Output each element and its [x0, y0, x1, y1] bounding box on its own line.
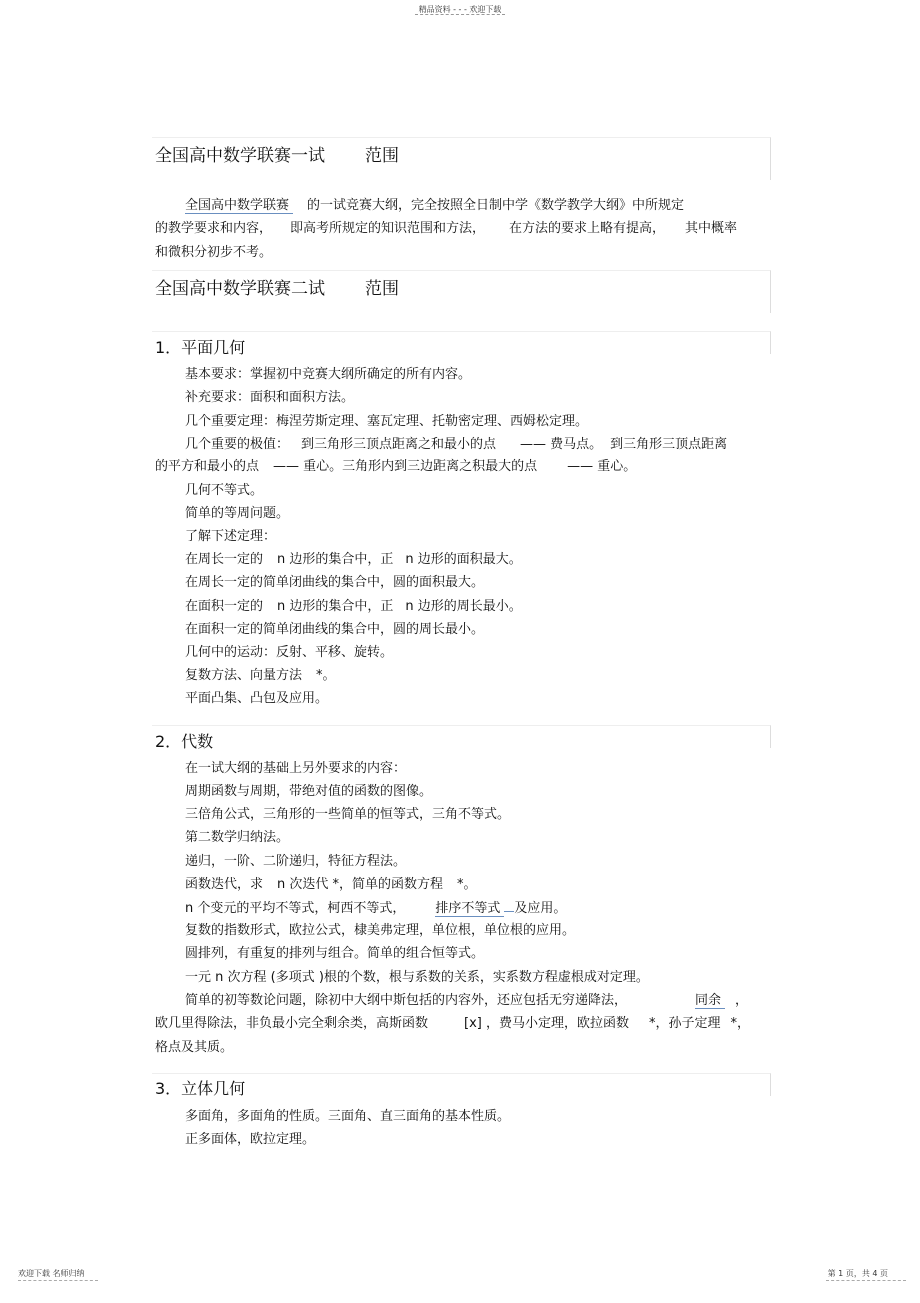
subsection-title-solid-geometry: 3．立体几何	[155, 1079, 246, 1098]
text-span: —— 重心。三角形内到三边距离之积最大的点	[273, 459, 538, 474]
text-span: 简单的初等数论问题，除初中大纲中斯包括的内容外，还应包括无穷递降法，	[185, 993, 628, 1008]
text-span: 的一试竞赛大纲，完全按照全日制中学《数学教学大纲》中所规定	[307, 198, 685, 213]
text-span: n 个变元的平均不等式，柯西不等式，	[185, 901, 406, 916]
text-span: ，	[735, 993, 749, 1008]
list-item: 一元 n 次方程 (多项式 )根的个数，根与系数的关系，实系数方程虚根成对定理。	[185, 970, 649, 985]
list-item: 递归，一阶、二阶递归，特征方程法。	[185, 854, 407, 869]
list-item	[185, 664, 336, 683]
list-item: 几何不等式。	[185, 483, 264, 498]
text-span: *。	[457, 877, 477, 892]
text-span: 在周长一定的	[185, 552, 264, 567]
text-span: n 边形的面积最大。	[405, 552, 522, 567]
list-item: 了解下述定理：	[185, 529, 277, 544]
list-item: 三倍角公式，三角形的一些简单的恒等式，三角不等式。	[185, 807, 511, 822]
subsection-title-plane-geometry: 1．平面几何	[155, 338, 246, 357]
list-item-continued	[155, 1012, 750, 1031]
text-span: 的教学要求和内容，	[155, 221, 273, 236]
list-item: 正多面体，欧拉定理。	[185, 1132, 316, 1147]
list-item: 在面积一定的简单闭曲线的集合中，圆的周长最小。	[185, 622, 485, 637]
text-span: n 边形的集合中，正	[277, 599, 394, 614]
list-item: 周期函数与周期，带绝对值的函数的图像。	[185, 784, 433, 799]
subsection-frame	[152, 725, 771, 748]
list-item	[185, 548, 522, 567]
text-span: —— 重心。	[567, 459, 637, 474]
text-span: n 次迭代 *，简单的函数方程	[277, 877, 444, 892]
text-span: 到三角形三顶点距离之和最小的点	[301, 437, 497, 452]
list-item	[185, 873, 477, 892]
paragraph-line: 和微积分初步不考。	[155, 245, 273, 260]
list-item-continued: 格点及其质。	[155, 1040, 234, 1055]
list-item: 简单的等周问题。	[185, 506, 290, 521]
page-header-banner: 精品资料 - - - 欢迎下载	[418, 5, 502, 14]
text-span: n 边形的周长最小。	[405, 599, 522, 614]
title-suffix: 范围	[365, 279, 399, 299]
text-span: 几个重要的极值：	[185, 437, 290, 452]
subsection-title-algebra: 2．代数	[155, 732, 214, 751]
text-span: 其中概率	[685, 221, 738, 236]
title-suffix: 范围	[365, 146, 399, 166]
paragraph-line	[185, 194, 684, 213]
competition-link[interactable]: 全国高中数学联赛	[185, 198, 293, 214]
text-span: 及应用。	[514, 901, 567, 916]
text-span: *。	[316, 668, 336, 683]
text-span: 在面积一定的	[185, 599, 264, 614]
title-text: 全国高中数学联赛一试	[155, 146, 325, 166]
footer-left-text: 欢迎下载 名师归纳	[18, 1269, 85, 1278]
list-item: 多面角，多面角的性质。三面角、直三面角的基本性质。	[185, 1109, 511, 1124]
list-item: 在一试大纲的基础上另外要求的内容：	[185, 761, 407, 776]
text-span: *，	[730, 1016, 751, 1031]
list-item: 补充要求：面积和面积方法。	[185, 390, 355, 405]
header-divider	[415, 14, 505, 15]
section-title-first-round	[155, 141, 399, 166]
congruence-link[interactable]: 同余	[695, 993, 725, 1009]
list-item	[185, 989, 748, 1008]
text-span: 函数迭代，求	[185, 877, 264, 892]
text-span: —— 费马点。	[520, 437, 603, 452]
footer-divider-left	[18, 1280, 98, 1281]
list-item: 几何中的运动：反射、平移、旋转。	[185, 645, 394, 660]
text-span: 欧几里得除法，非负最小完全剩余类，高斯函数	[155, 1016, 429, 1031]
list-item: 复数的指数形式，欧拉公式，棣美弗定理，单位根，单位根的应用。	[185, 923, 576, 938]
list-item: 在周长一定的简单闭曲线的集合中，圆的面积最大。	[185, 575, 485, 590]
sort-inequality-link[interactable]: 排序不等式	[435, 901, 504, 917]
list-item-continued	[155, 455, 636, 474]
text-span: 的平方和最小的点	[155, 459, 260, 474]
text-span: [x] ，费马小定理，欧拉函数	[464, 1016, 629, 1031]
list-item: 基本要求：掌握初中竞赛大纲所确定的所有内容。	[185, 367, 472, 382]
list-item	[185, 595, 522, 614]
text-span: 复数方法、向量方法	[185, 668, 303, 683]
text-span: 到三角形三顶点距离	[610, 437, 728, 452]
list-item: 圆排列，有重复的排列与组合。简单的组合恒等式。	[185, 946, 485, 961]
section-title-second-round	[155, 274, 399, 299]
title-text: 全国高中数学联赛二试	[155, 279, 325, 299]
list-item	[185, 433, 727, 452]
footer-divider-right	[826, 1280, 906, 1281]
list-item: 第二数学归纳法。	[185, 830, 290, 845]
page-number: 第 1 页，共 4 页	[827, 1269, 888, 1278]
paragraph-line	[155, 217, 737, 236]
list-item: 平面凸集、凸包及应用。	[185, 691, 329, 706]
text-span: 即高考所规定的知识范围和方法，	[290, 221, 486, 236]
text-span: n 边形的集合中，正	[277, 552, 394, 567]
text-span: 在方法的要求上略有提高，	[509, 221, 666, 236]
list-item	[185, 897, 566, 916]
list-item: 几个重要定理：梅涅劳斯定理、塞瓦定理、托勒密定理、西姆松定理。	[185, 414, 589, 429]
text-span: *，孙子定理	[649, 1016, 721, 1031]
